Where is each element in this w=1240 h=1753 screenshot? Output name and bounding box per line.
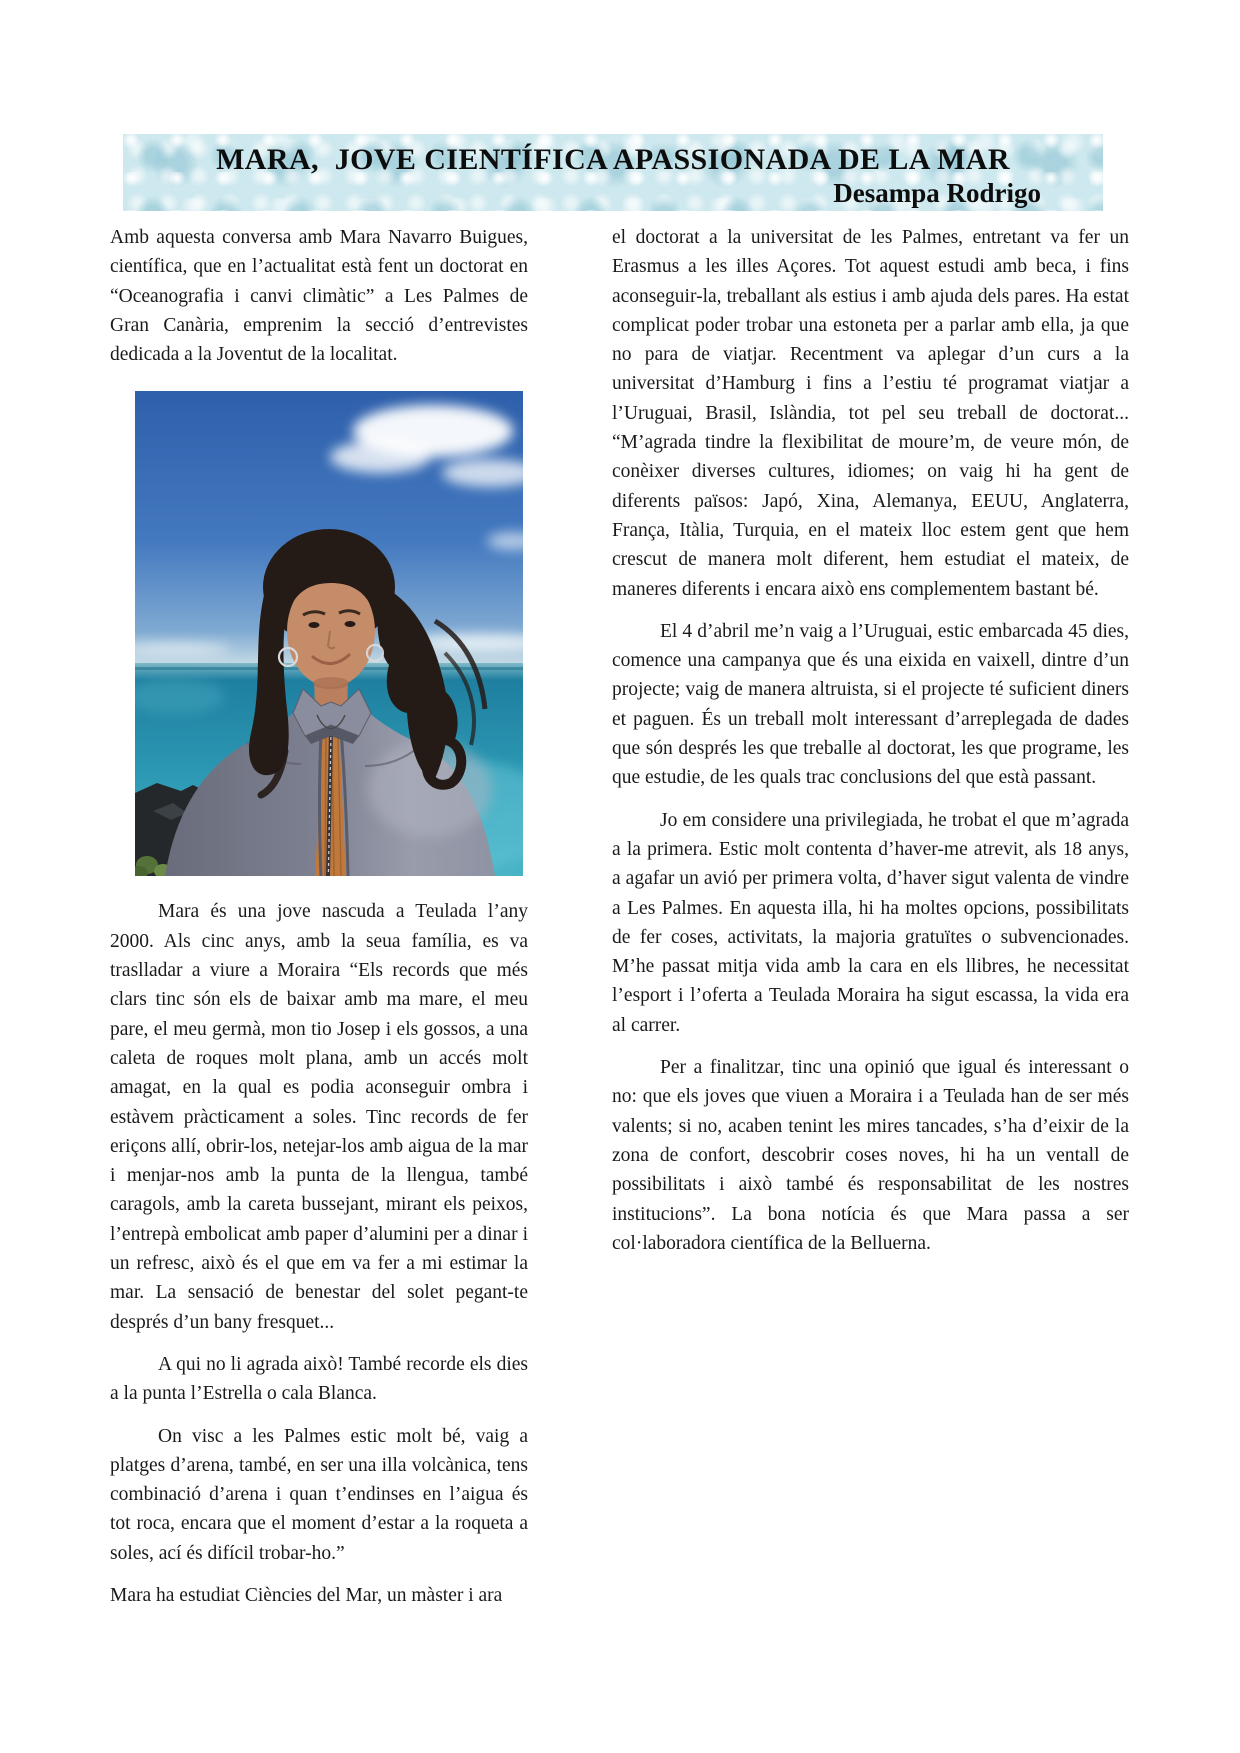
childhood-paragraph: Mara és una jove nascuda a Teulada l’any 2000. Als cinc anys, amb la seua família, es va traslladar a viure a Moraira “Els records que més clars tinc són els de baixar amb ma mare, el meu pare, el meu germà, mon tio Josep i els gossos, a una caleta de roques molt plana, amb un accés molt amagat, en la qual es podia aconseguir ombra i estàvem pràcticament a soles. Tinc records de fer eriçons allí, obrir-los, netejar-los amb aigua de la mar i menjar-nos amb la punta de la llengua, també caragols, amb la careta bussejant, mirant els peixos, l’entrepà embolicat amb paper d’alumini per a dinar i un refresc, això és el que em va fer a mi estimar la mar. La sensació de benestar del solet pegant-te després d’un bany fresquet... (110, 901, 528, 1333)
doctorate-paragraph: el doctorat a la universitat de les Palmes, entretant va fer un Erasmus a les illes Açores. Tot aquest estudi amb beca, i fins aconseguir-la, treballant als estius i amb ajuda dels pares. Ha estat complicat poder trobar una estoneta per a parlar amb ella, ja que no para de viatjar. Recentment va aplegar d’un curs a la universitat d’Hamburg i fins a l’estiu té programat viatjar a l’Uruguai, Brasil, Islàndia, tot pel seu treball de doctorat... “M’agrada tindre la flexibilitat de moure’m, de veure món, de conèixer diverses cultures, idiomes; on vaig hi ha gent de diferents països: Japó, Xina, Alemanya, EEUU, Anglaterra, França, Itàlia, Turquia, en el mateix lloc estem gent que hem crescut de manera molt diferent, hem estudiat el mateix, de maneres diferents i encara això ens complementem bastant bé. (612, 227, 1129, 600)
left-eye (309, 622, 320, 628)
right-eye (345, 621, 356, 627)
closing-paragraph: Per a finalitzar, tinc una opinió que igual és interessant o no: que els joves que viuen a Moraira i a Teulada han de ser més valents; si no, acaben tenint les mires tancades, s’ha d’eixir de la zona de confort, descobrir coses noves, hi ha un ventall de possibilitats i això també és responsabilitat de les nostres institucions”. La bona notícia és que Mara passa a ser col·laboradora científica de la Belluerna. (612, 1057, 1129, 1254)
right-column (612, 223, 1129, 1623)
privileged-paragraph: Jo em considere una privilegiada, he trobat el que m’agrada a la primera. Estic molt contenta d’haver-me atrevit, als 18 anys, a agafar un avió per primera volta, d’haver sigut valenta de vindre a Les Palmes. En aquesta illa, hi ha moltes opcions, possibilitats de fer coses, activitats, la majoria gratuïtes o subvencionades. M’he passat mitja vida amb la cara en els llibres, he necessitat l’esport i l’oferta a Teulada Moraira ha sigut escassa, la vida era al carrer. (612, 809, 1129, 1036)
intro-paragraph: Amb aquesta conversa amb Mara Navarro Buigues, científica, que en l’actualitat està fent un doctorat en “Oceanografia i canvi climàtic” a Les Palmes de Gran Canària, emprenim la secció d’entrevistes dedicada a la Joventut de la localitat. (110, 227, 528, 366)
studies-lead-line: Mara ha estudiat Ciències del Mar, un màster i ara (110, 1585, 503, 1607)
memories-paragraph: A qui no li agrada això! També recorde els dies a la punta l’Estrella o cala Blanca. (110, 1353, 528, 1405)
article-body (110, 223, 1135, 1623)
article-title: MARA, JOVE CIENTÍFICA APASSIONADA DE LA MAR (216, 143, 1010, 176)
mara-photo-illustration (135, 391, 523, 876)
article-header-banner (123, 134, 1103, 211)
uruguay-campaign-paragraph: El 4 d’abril me’n vaig a l’Uruguai, estic embarcada 45 dies, comence una campanya que és una eixida en vaixell, dintre d’un projecte; vaig de manera altruista, si el projecte té suficient diners et paguen. És un treball molt interessant d’arreplegada de dades que són després les que treballe al doctorat, les que programe, les que estudie, de les quals trac conclusions del que està passant. (612, 620, 1129, 789)
left-column (110, 223, 528, 1623)
mara-photo (135, 391, 523, 876)
article-author: Desampa Rodrigo (833, 178, 1041, 208)
palmes-life-paragraph: On visc a les Palmes estic molt bé, vaig a platges d’arena, també, en ser una illa volcànica, tens combinació d’arena i quan t’endinses en l’aigua és tot roca, encara que el moment d’estar a la roqueta a soles, ací és difícil trobar-ho.” (110, 1425, 528, 1564)
